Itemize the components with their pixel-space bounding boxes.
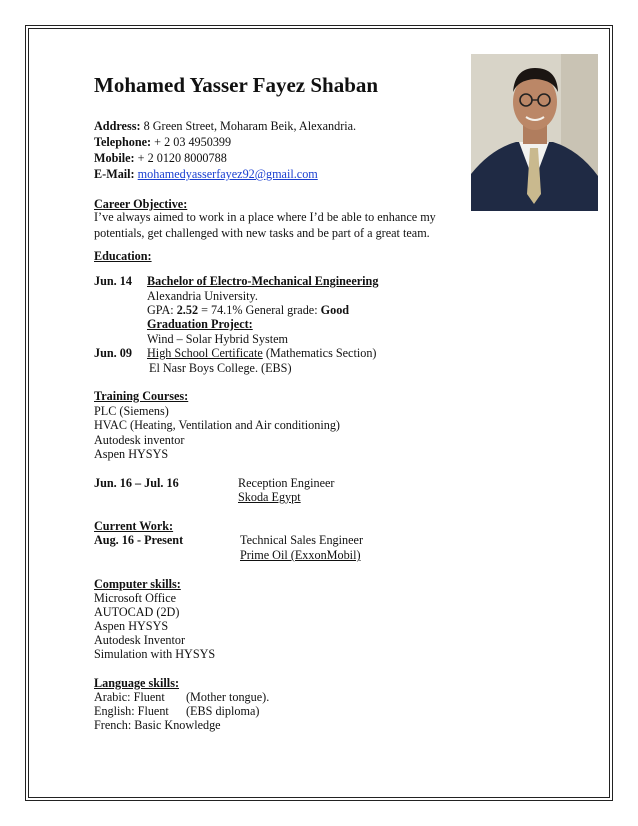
education-degree-1: Bachelor of Electro-Mechanical Engineering <box>147 274 379 288</box>
address-line <box>94 119 356 134</box>
graduation-project-heading: Graduation Project: <box>147 317 253 331</box>
email-link[interactable]: mohamedyasserfayez92@gmail.com <box>137 167 318 181</box>
education-date-1: Jun. 14 <box>94 274 132 288</box>
computer-skill-item: Autodesk Inventor <box>94 633 186 647</box>
career-objective-heading: Career Objective: <box>94 197 188 211</box>
telephone-line <box>94 135 231 150</box>
training-heading: Training Courses: <box>94 389 189 403</box>
education-school-1: Alexandria University. <box>147 289 258 303</box>
current-work-dates: Aug. 16 - Present <box>94 533 184 547</box>
training-job-dates: Jun. 16 – Jul. 16 <box>94 476 179 490</box>
mobile-line <box>94 151 227 166</box>
language-arabic-note: (Mother tongue). <box>186 690 270 704</box>
computer-skill-item: Microsoft Office <box>94 591 177 605</box>
language-arabic-level: Arabic: Fluent <box>94 690 165 704</box>
candidate-name: Mohamed Yasser Fayez Shaban <box>94 73 379 97</box>
telephone-label: Telephone: <box>94 135 152 149</box>
training-job-title: Reception Engineer <box>238 476 335 490</box>
current-work-heading: Current Work: <box>94 519 174 533</box>
grade-value: Good <box>320 303 350 317</box>
training-job-company: Skoda Egypt <box>238 490 301 504</box>
language-english-level: English: Fluent <box>94 704 169 718</box>
career-objective-line-1: I’ve always aimed to work in a place where I’d be able to enhance my <box>94 210 436 224</box>
training-item: Aspen HYSYS <box>94 447 169 461</box>
address-value: 8 Green Street, Moharam Beik, Alexandria. <box>143 119 357 133</box>
gpa-line <box>147 303 349 318</box>
profile-photo-image <box>471 54 598 211</box>
computer-skill-item: AUTOCAD (2D) <box>94 605 180 619</box>
training-item: PLC (Siemens) <box>94 404 169 418</box>
mobile-value: + 2 0120 8000788 <box>137 151 227 165</box>
gpa-label: GPA: <box>147 303 174 317</box>
computer-skill-item: Simulation with HYSYS <box>94 647 216 661</box>
education-degree-2-line <box>147 346 376 361</box>
education-date-2: Jun. 09 <box>94 346 132 360</box>
profile-photo <box>471 54 598 211</box>
gpa-value: 2.52 <box>176 303 199 317</box>
language-french: French: Basic Knowledge <box>94 718 221 732</box>
email-line <box>94 167 318 182</box>
gpa-rest: = 74.1% General grade: <box>201 303 318 317</box>
education-school-2: El Nasr Boys College. (EBS) <box>149 361 292 375</box>
mobile-label: Mobile: <box>94 151 135 165</box>
career-objective-line-2: potentials, get challenged with new tasks and be part of a great team. <box>94 226 430 240</box>
telephone-value: + 2 03 4950399 <box>154 135 232 149</box>
computer-skill-item: Aspen HYSYS <box>94 619 169 633</box>
language-english-note: (EBS diploma) <box>186 704 260 718</box>
current-work-title: Technical Sales Engineer <box>240 533 363 547</box>
graduation-project-name: Wind – Solar Hybrid System <box>147 332 289 346</box>
email-label: E-Mail: <box>94 167 135 181</box>
education-section-2: (Mathematics Section) <box>265 346 377 360</box>
language-skills-heading: Language skills: <box>94 676 179 690</box>
training-item: Autodesk inventor <box>94 433 185 447</box>
address-label: Address: <box>94 119 141 133</box>
training-item: HVAC (Heating, Ventilation and Air conditioning) <box>94 418 340 432</box>
education-degree-2: High School Certificate <box>147 346 263 360</box>
computer-skills-heading: Computer skills: <box>94 577 181 591</box>
current-work-company: Prime Oil (ExxonMobil) <box>240 548 361 562</box>
education-heading: Education: <box>94 249 152 263</box>
